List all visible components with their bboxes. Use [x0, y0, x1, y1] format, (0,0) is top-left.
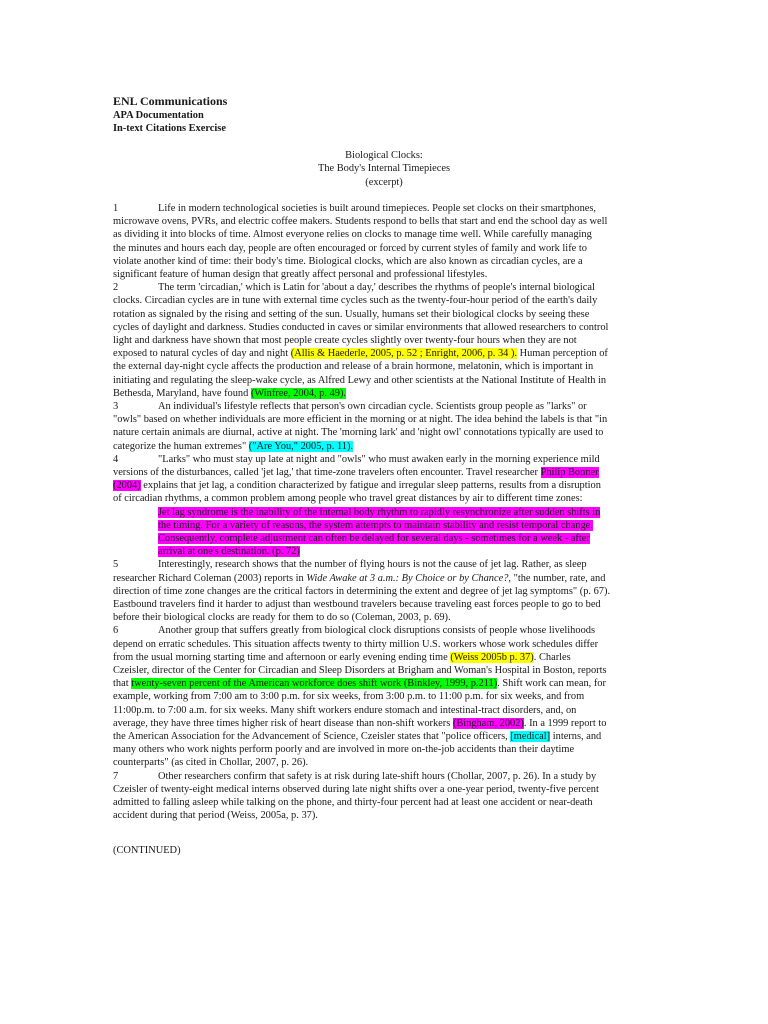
paragraph-number: 1 — [113, 203, 119, 214]
essay-excerpt-note: (excerpt) — [365, 177, 403, 188]
essay-subtitle: The Body's Internal Timepieces — [317, 163, 451, 174]
lines-line — [113, 374, 606, 387]
lines-line — [113, 598, 601, 611]
lines-line — [113, 228, 592, 241]
text-run: violate another kind of time: their body's time. Biological clocks, which are also known as circadian cycles, are a — [113, 255, 583, 267]
lines-line — [113, 690, 584, 703]
lines-line — [113, 308, 589, 321]
citation-highlight-magenta: Jet lag syndrome is the inability of the internal body rhythm to rapidly resynchronize after sudden shifts in — [158, 506, 601, 518]
citation-highlight-magenta: Consequently, complete adjustment can often be delayed for several days - sometimes for a week - after — [158, 533, 590, 544]
essay-title: Biological Clocks: — [345, 150, 423, 161]
text-run: . Charles — [533, 651, 571, 663]
text-run: 11:00p.m. to 7:00 a.m. for six weeks. Many shift workers endure stomach and intestinal-tract disorders, and, on — [113, 704, 577, 716]
citation-highlight-magenta: Philip Bonner — [540, 467, 599, 478]
lines-line — [113, 638, 598, 651]
paragraph-number: 6 — [113, 625, 119, 637]
paragraph-number: 4 — [113, 453, 119, 465]
lines-line — [113, 466, 599, 479]
text-run: Eastbound travelers find it harder to adjust than westbound travelers because traveling east forces people to go to bed — [113, 599, 601, 610]
text-run: cycles of daylight and darkness. Studies conducted in caves or similar environments that allowed researchers to control — [113, 321, 609, 333]
citation-highlight-cyan: [medical] — [510, 731, 551, 742]
citation-highlight-magenta: (2004) — [113, 480, 141, 492]
lines-line — [113, 400, 587, 413]
lines-line — [113, 743, 574, 756]
exercise-heading: In-text Citations Exercise — [113, 123, 226, 134]
text-run: accident during that period (Weiss, 2005a, p. 37). — [113, 810, 318, 822]
text-run: Czeisler, director of the Center for Circadian and Sleep Disorders at Brigham and Woman's Hospital in Boston, reports — [113, 665, 607, 676]
lines-line — [113, 202, 596, 215]
topic-heading: APA Documentation — [113, 110, 204, 121]
text-run: exposed to natural cycles of day and night — [113, 348, 291, 360]
continued-label: (CONTINUED) — [113, 845, 181, 856]
text-run: Life in modern technological societies is built around timepieces. People set clocks on their smartphones, — [158, 203, 597, 214]
paragraph-number: 2 — [113, 282, 119, 294]
lines-line — [113, 770, 596, 783]
lines-line — [113, 558, 587, 571]
text-run: Human perception of — [517, 348, 608, 360]
text-run: "Larks" who must stay up late at night and "owls" who must awaken early in the morning experience mild — [158, 453, 600, 465]
citation-highlight-magenta: the timing. For a variety of reasons, the system attempts to maintain stability and resist temporal change. — [158, 519, 593, 531]
lines-line — [113, 756, 308, 769]
paragraph-number: 3 — [113, 401, 119, 412]
text-run: depend on erratic schedules. This situation affects twenty to thirty million U.S. workers whose work schedules differ — [113, 638, 599, 650]
lines-line — [113, 572, 605, 585]
text-run: Another group that suffers greatly from biological clock disruptions consists of people whose livelihoods — [158, 625, 596, 637]
lines-line — [113, 255, 583, 268]
lines-line — [113, 321, 608, 334]
lines-line — [113, 479, 601, 492]
text-run: explains that jet lag, a condition characterized by fatigue and irregular sleep patterns, results from a disruption — [140, 480, 601, 492]
citation-highlight-yellow: (Weiss 2005b p. 37) — [450, 651, 534, 663]
lines-line — [113, 677, 606, 690]
text-run: An individual's lifestyle reflects that person's own circadian cycle. Scientists group people as "larks" or — [158, 401, 587, 412]
text-run: , "the number, rate, and — [508, 572, 606, 584]
text-run: the minutes and hours each day, people are often encouraged or forced by current styles of family and work life to — [113, 242, 587, 254]
lines-line — [113, 387, 346, 400]
lines-line — [113, 440, 353, 453]
lines-line — [113, 453, 600, 466]
text-run: light and darkness have shown that most people create cycles slightly over twenty-four hours when they are not — [113, 335, 577, 346]
lines-line — [113, 730, 601, 743]
text-run: as dividing it into blocks of time. Almost everyone relies on clocks to manage time well. While carefully managing — [113, 229, 592, 241]
text-run: nature certain animals are diurnal, active at night. The 'morning lark' and 'night owl' connotations typically are used to — [113, 427, 604, 439]
text-run: the external day-night cycle affects the production and release of a brain hormone, melatonin, which is important in — [113, 361, 594, 373]
lines-line — [113, 413, 607, 426]
paragraph-number: 7 — [113, 770, 119, 782]
text-run: average, they have three times higher risk of heart disease than non-shift workers — [113, 717, 453, 729]
citation-highlight-green: (Winfree, 2004, p. 49). — [250, 387, 347, 399]
citation-highlight-magenta: arrival at one's destination. (p. 72) — [158, 546, 300, 558]
lines-line — [113, 242, 587, 255]
lines-line — [113, 809, 318, 822]
lines-line — [113, 624, 595, 637]
citation-highlight-magenta: (Bingham, 2002) — [452, 717, 524, 729]
text-run: example, working from 7:00 am to 3:00 p.m. for six weeks, from 3:00 p.m. to 11:00 p.m. for six weeks, and from — [113, 691, 585, 703]
text-run: that — [113, 678, 132, 690]
citation-highlight-yellow: (Allis & Haederle, 2005, p. 52 ; Enright, 2006, p. 34 ). — [290, 348, 517, 360]
course-heading: ENL Communications — [113, 94, 228, 108]
lines-line — [113, 426, 603, 439]
citation-highlight-cyan: ("Are You," 2005, p. 11). — [248, 440, 354, 452]
text-run: Interestingly, research shows that the number of flying hours is not the cause of jet lag. Rather, as sleep — [158, 559, 587, 571]
lines-line — [113, 281, 595, 294]
text-run: microwave ovens, PVRs, and electric coffee makers. Students respond to bells that start and end the school day as well — [113, 216, 608, 228]
text-run: . In a 1999 report to — [523, 717, 607, 729]
lines-line — [113, 215, 607, 228]
text-run: significant feature of human design that greatly affect personal and professional lifestyles. — [113, 269, 488, 280]
text-run: many others who work nights perform poorly and are involved in more on-the-job accidents than their daytime — [113, 744, 575, 756]
text-run: The term 'circadian,' which is Latin for 'about a day,' describes the rhythms of people's internal biological — [158, 282, 595, 294]
text-run: admitted to falling asleep while talking on the phone, and thirty-four percent had at least one accident or near-death — [113, 797, 593, 808]
lines-line — [113, 294, 597, 307]
lines-line — [113, 783, 599, 796]
quote-line — [158, 506, 600, 519]
text-run: "owls" based on whether individuals are more efficient in the morning or at night. The idea behind the labels is that "in — [113, 414, 608, 426]
lines-line — [113, 717, 606, 730]
lines-line — [113, 664, 607, 677]
lines-line — [113, 492, 583, 505]
text-run: direction of time zone changes are the critical factors in determining the extent and degree of jet lag symptoms" (p. 67). — [113, 585, 611, 597]
lines-line — [113, 360, 593, 373]
text-run: rotation as signaled by the rising and setting of the sun. Usually, humans set their biological clocks by seeing these — [113, 308, 590, 320]
text-run: counterparts" (as cited in Chollar, 2007, p. 26). — [113, 757, 309, 769]
text-run: before their biological clocks are ready for them to do so (Coleman, 2003, p. 69). — [113, 612, 451, 624]
book-title-italic: Wide Awake at 3 a.m.: By Choice or by Chance? — [306, 572, 509, 584]
text-run: interns, and — [550, 731, 602, 742]
text-run: the American Association for the Advancement of Science, Czeisler states that "police officers, — [113, 731, 511, 742]
quote-line — [158, 545, 300, 558]
text-run: versions of the disturbances, called 'jet lag,' that time-zone travelers often encounter. Travel researcher — [113, 467, 541, 478]
paragraph-number: 5 — [113, 559, 119, 571]
citation-highlight-green: twenty-seven percent of the American workforce does shift work (Binkley, 1999, p.211) — [131, 678, 498, 690]
text-run: researcher Richard Coleman (2003) reports in — [113, 572, 307, 584]
text-run: . Shift work can mean, for — [497, 678, 606, 690]
text-run: of circadian rhythms, a common problem among people who travel great distances by air to different time zones: — [113, 493, 583, 505]
text-run: from the usual morning starting time and afternoon or early evening ending time — [113, 651, 451, 663]
text-run: categorize the human extremes" — [113, 440, 249, 452]
quote-line — [158, 519, 593, 532]
text-run: Other researchers confirm that safety is at risk during late-shift hours (Chollar, 2007, p. 26). In a study by — [158, 770, 597, 782]
text-run: Bethesda, Maryland, have found — [113, 387, 251, 399]
lines-line — [113, 268, 487, 281]
lines-line — [113, 585, 610, 598]
lines-line — [113, 347, 608, 360]
lines-line — [113, 704, 576, 717]
text-run: initiating and regulating the sleep-wake cycle, as Alfred Lewy and other scientists at the National Institute of Health in — [113, 374, 607, 386]
lines-line — [113, 651, 571, 664]
lines-line — [113, 796, 593, 809]
text-run: Czeisler of twenty-eight medical interns observed during late night shifts over a one-year period, twenty-five percent — [113, 783, 599, 795]
lines-line — [113, 611, 451, 624]
lines-line — [113, 334, 577, 347]
quote-line — [158, 532, 590, 545]
text-run: clocks. Circadian cycles are in tune with external time cycles such as the twenty-four-hour period of the earth's daily — [113, 295, 598, 307]
